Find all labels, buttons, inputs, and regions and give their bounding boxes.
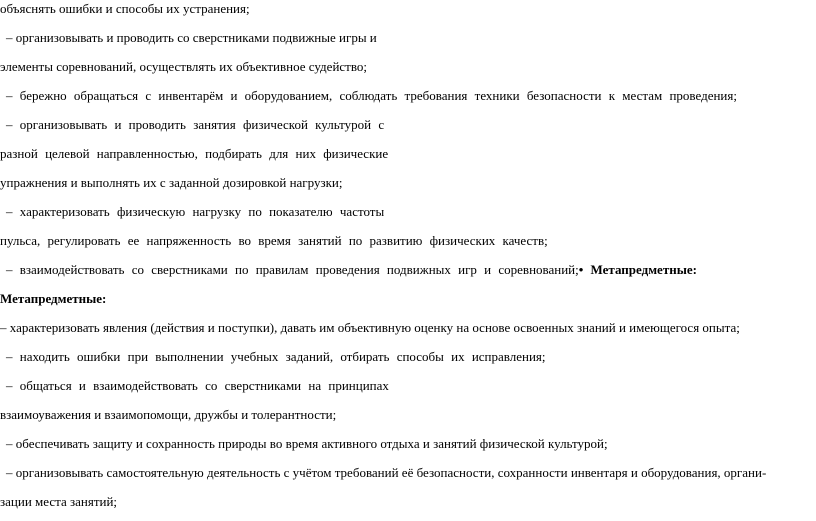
- text-line-4: – бережно обращаться с инвентарём и оборудованием, соблюдать требования техники безопасности к местам проведения;: [6, 88, 737, 103]
- text-line-7: упражнения и выполнять их с заданной дозировкой нагрузки;: [0, 175, 343, 190]
- text-line-3: элементы соревнований, осуществлять их объективное судейство;: [0, 59, 368, 74]
- text-line-15: взаимоуважения и взаимопомощи, дружбы и толерантности;: [0, 407, 337, 422]
- text-line-1: объяснять ошибки и способы их устранения;: [0, 1, 250, 16]
- text-line-10: [6, 262, 697, 278]
- text-line-9: пульса, регулировать ее напряженность во время занятий по развитию физических качеств;: [0, 233, 548, 248]
- text-line-14: – общаться и взаимодействовать со сверстниками на принципах: [6, 378, 389, 393]
- text-line-16: – обеспечивать защиту и сохранность природы во время активного отдыха и занятий физической культурой;: [6, 436, 608, 451]
- metasubject-inline-heading: • Метапредметные:: [578, 262, 697, 277]
- text-line-13: – находить ошибки при выполнении учебных заданий, отбирать способы их исправления;: [6, 349, 546, 364]
- text-line-5: – организовывать и проводить занятия физической культурой с: [6, 117, 385, 132]
- text-line-12: – характеризовать явления (действия и поступки), давать им объективную оценку на основе освоенных знаний и имеющегося опыта;: [0, 320, 740, 335]
- text-line-10-body: – взаимодействовать со сверстниками по правилам проведения подвижных игр и соревнований;: [6, 262, 579, 277]
- text-line-2: – организовывать и проводить со сверстниками подвижные игры и: [6, 30, 377, 45]
- text-line-17: – организовывать самостоятельную деятельность с учётом требований её безопасности, сохранности инвентаря и оборудования, органи-: [6, 465, 767, 480]
- text-line-18: зации места занятий;: [0, 494, 118, 509]
- text-line-6: разной целевой направленностью, подбирать для них физические: [0, 146, 389, 161]
- metasubject-heading: Метапредметные:: [0, 291, 107, 306]
- text-line-8: – характеризовать физическую нагрузку по показателю частоты: [6, 204, 385, 219]
